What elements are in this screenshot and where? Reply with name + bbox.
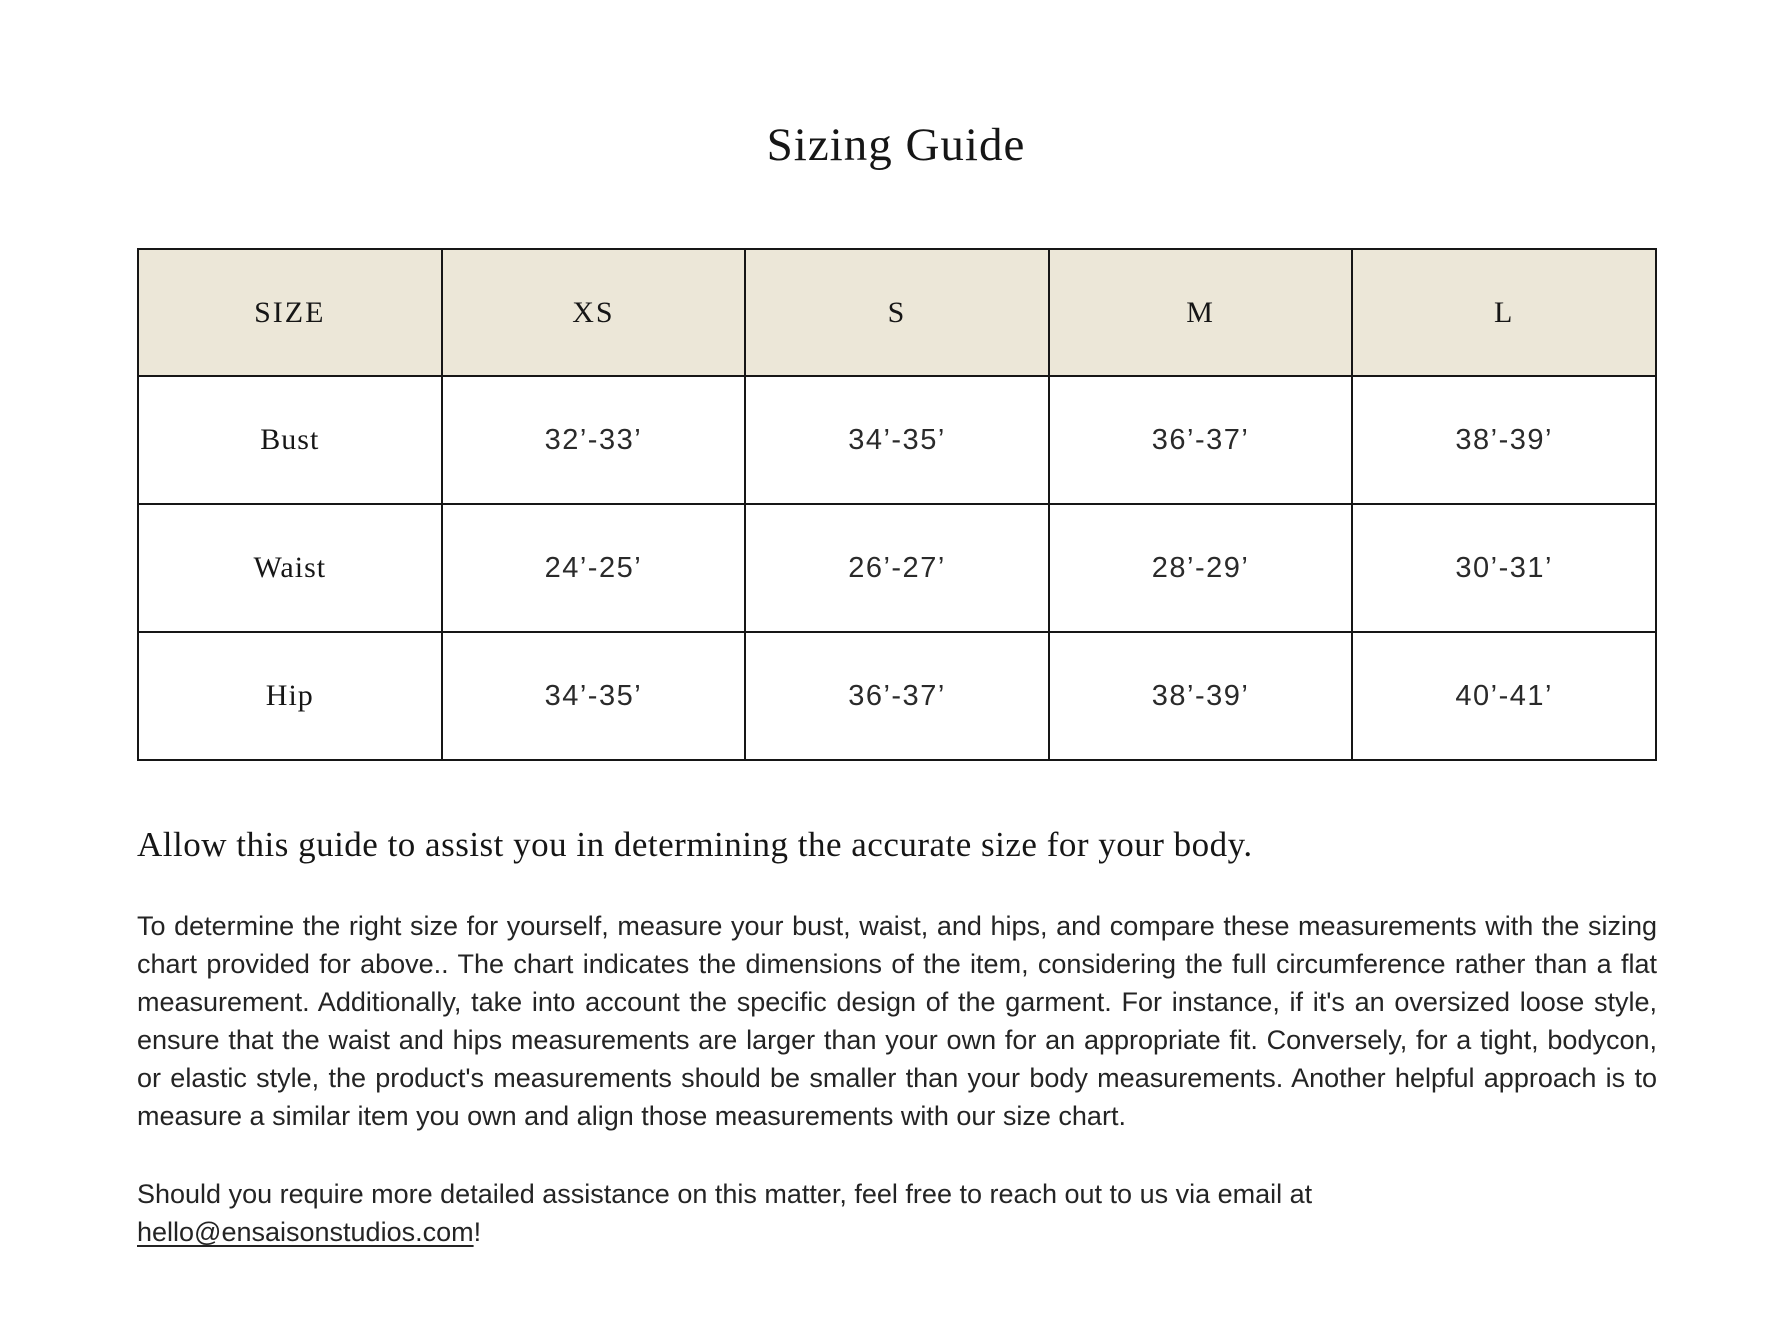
bust-m-value: 36’-37’ xyxy=(1049,376,1353,504)
header-row xyxy=(138,249,1656,376)
sizing-paragraph: To determine the right size for yourself, measure your bust, waist, and hips, and compare these measurements with the sizing chart provided for above.. The chart indicates the dimensions of the item, considering the full circumference rather than a flat measurement. Additionally, take into account the specific design of the garment. For instance, if it's an oversized loose style, ensure that the waist and hips measurements are larger than your own for an appropriate fit. Conversely, for a tight, bodycon, or elastic style, the product's measurements should be smaller than your body measurements. Another helpful approach is to measure a similar item you own and align those measurements with our size chart. xyxy=(137,911,1657,1131)
bust-s-value: 34’-35’ xyxy=(745,376,1049,504)
row-label-bust: Bust xyxy=(138,376,442,504)
header-cell-s: S xyxy=(745,249,1049,376)
bust-xs-value: 32’-33’ xyxy=(442,376,746,504)
header-cell-l: L xyxy=(1352,249,1656,376)
header-cell-xs: XS xyxy=(442,249,746,376)
page-title: Sizing Guide xyxy=(766,119,1026,171)
sizing-table xyxy=(137,248,1657,761)
header-cell-size: SIZE xyxy=(138,249,442,376)
contact-text: Should you require more detailed assistance on this matter, feel free to reach out to us via email at xyxy=(137,1179,1313,1209)
waist-l-value: 30’-31’ xyxy=(1352,504,1656,632)
contact-suffix: ! xyxy=(473,1217,482,1247)
table-row-hip xyxy=(138,632,1656,760)
waist-s-value: 26’-27’ xyxy=(745,504,1049,632)
row-label-waist: Waist xyxy=(138,504,442,632)
hip-xs-value: 34’-35’ xyxy=(442,632,746,760)
intro-heading: Allow this guide to assist you in determining the accurate size for your body. xyxy=(137,825,1253,864)
waist-xs-value: 24’-25’ xyxy=(442,504,746,632)
hip-l-value: 40’-41’ xyxy=(1352,632,1656,760)
hip-s-value: 36’-37’ xyxy=(745,632,1049,760)
bust-l-value: 38’-39’ xyxy=(1352,376,1656,504)
email-link[interactable]: hello@ensaisonstudios.com xyxy=(137,1217,474,1247)
table-row-bust xyxy=(138,376,1656,504)
contact-line xyxy=(137,1175,1657,1251)
table-row-waist xyxy=(138,504,1656,632)
waist-m-value: 28’-29’ xyxy=(1049,504,1353,632)
hip-m-value: 38’-39’ xyxy=(1049,632,1353,760)
row-label-hip: Hip xyxy=(138,632,442,760)
header-cell-m: M xyxy=(1049,249,1353,376)
